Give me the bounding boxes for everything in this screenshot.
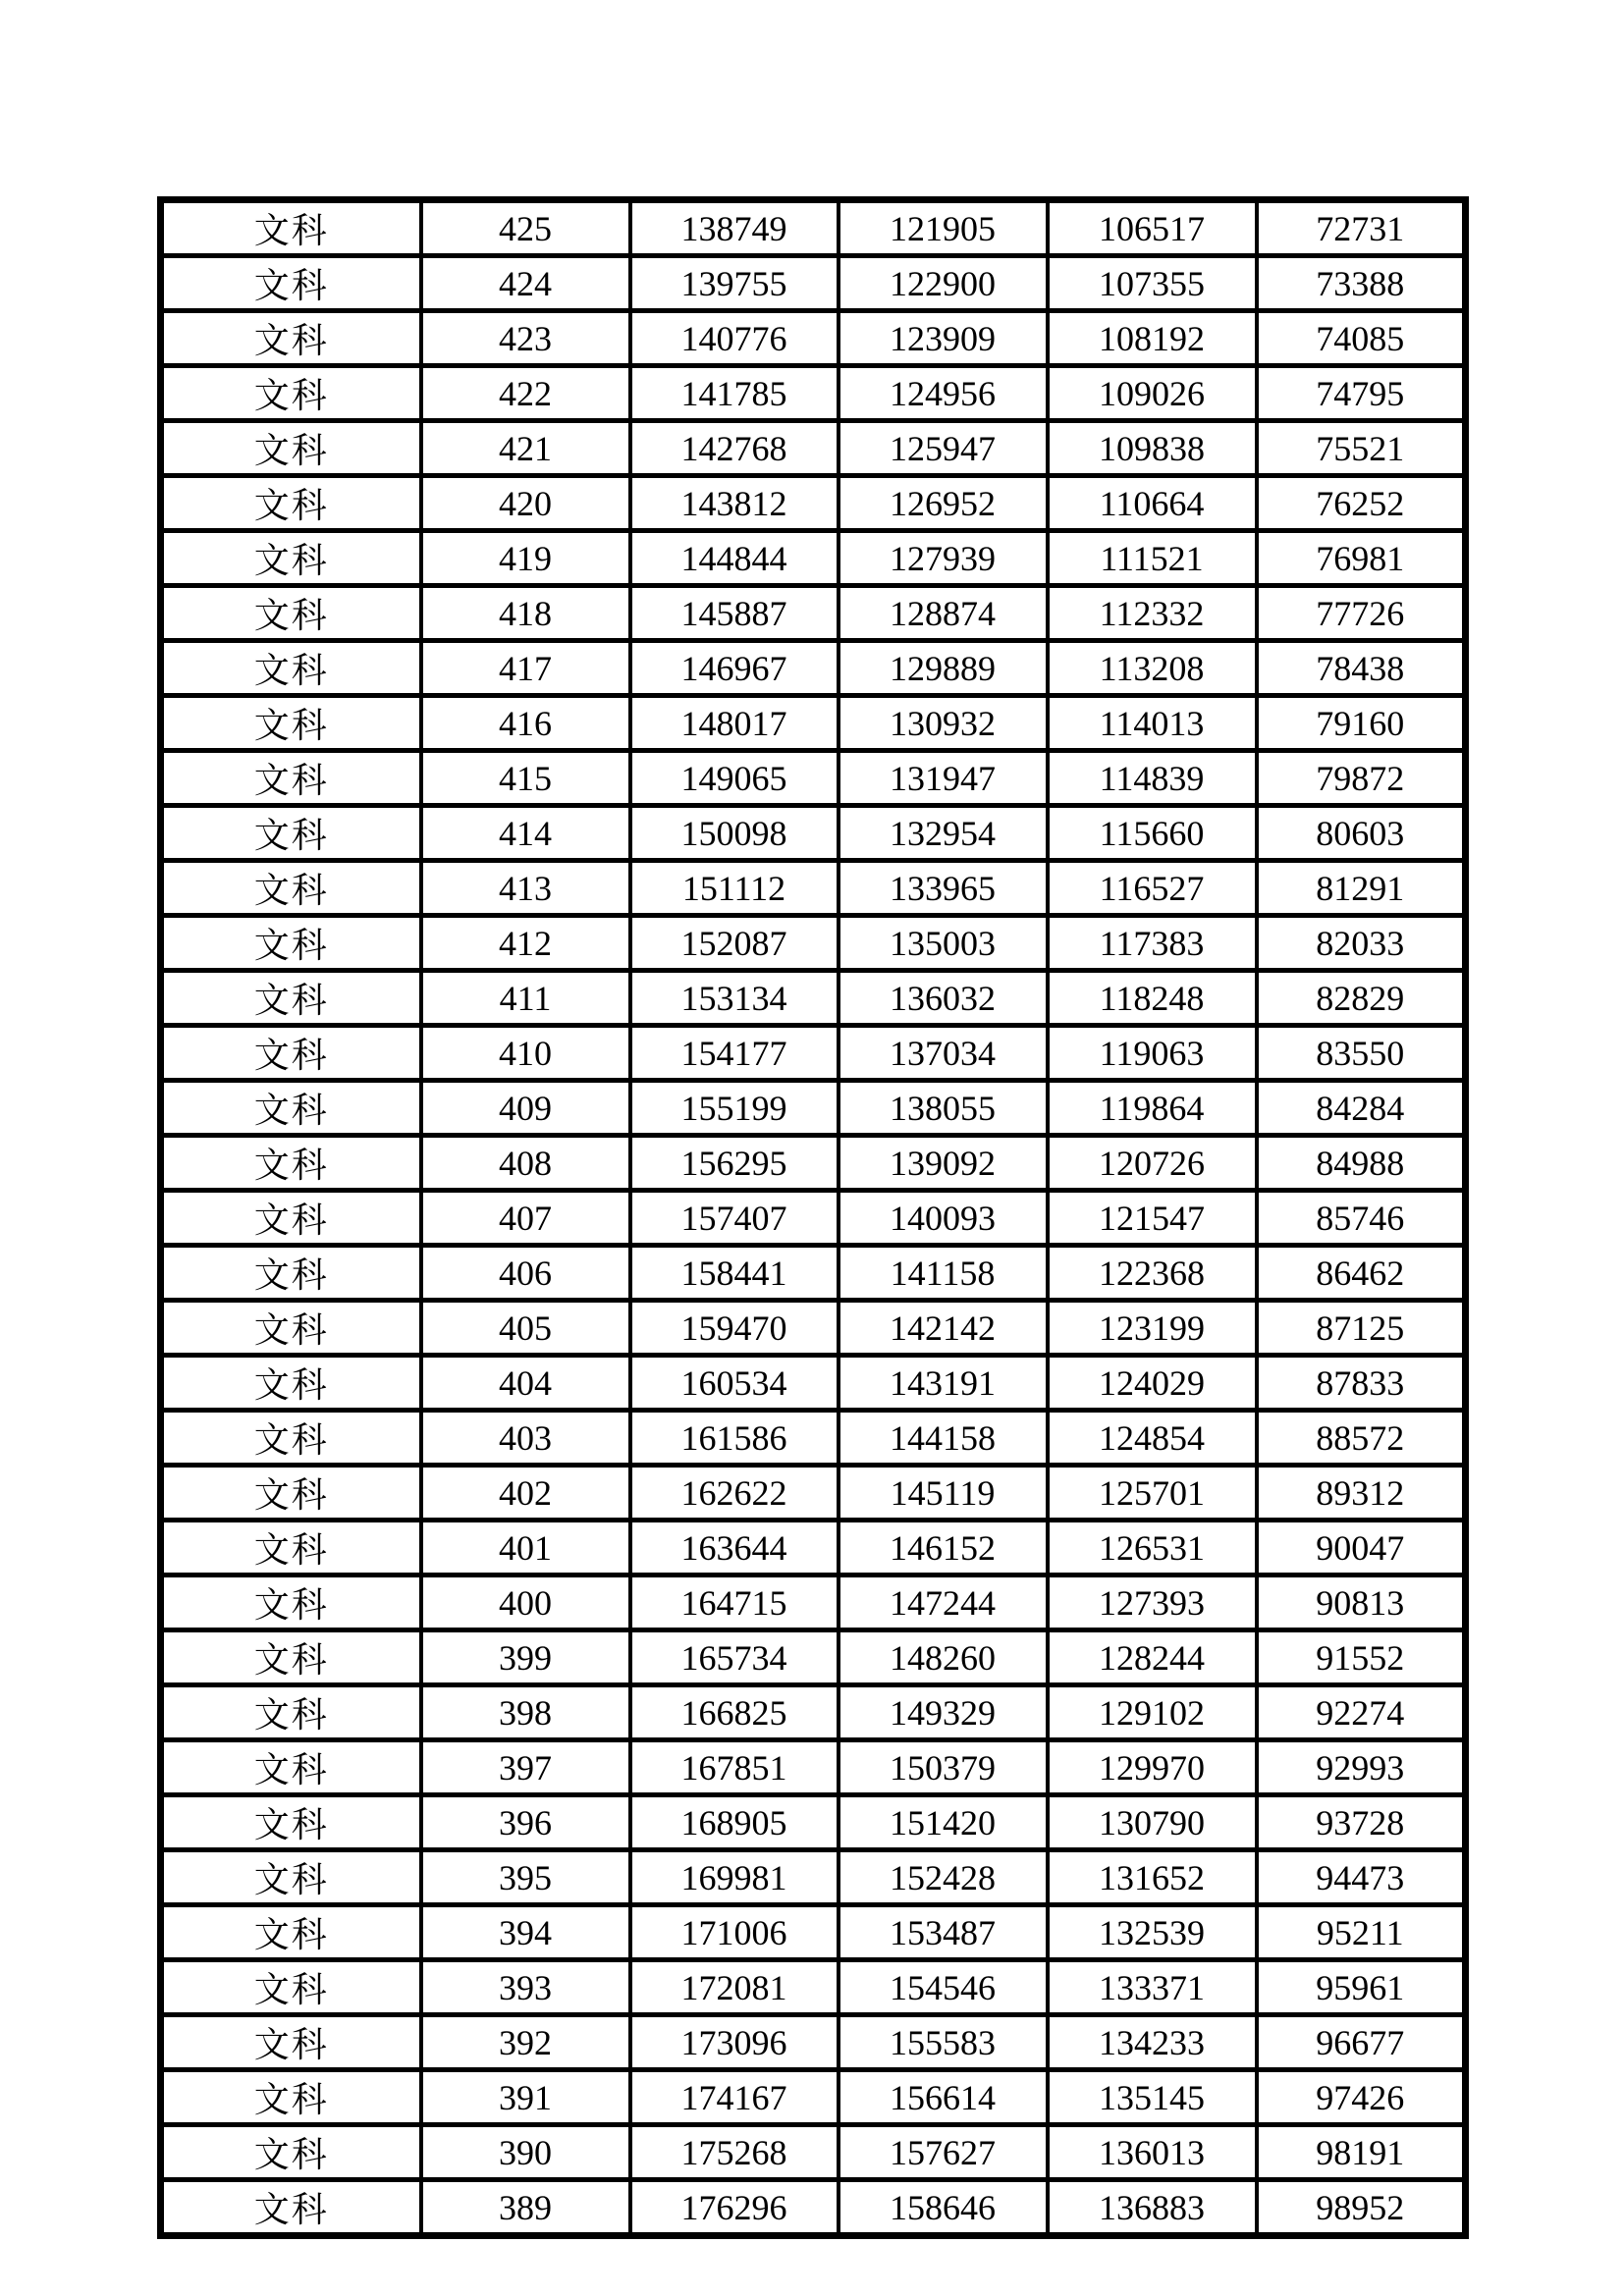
- value-1-cell: 152087: [630, 916, 839, 971]
- value-1-cell: 157407: [630, 1191, 839, 1246]
- value-2-cell: 143191: [839, 1356, 1048, 1411]
- value-2-cell: 146152: [839, 1521, 1048, 1575]
- value-3-cell: 130790: [1048, 1795, 1257, 1850]
- table-row: [161, 1301, 1466, 1356]
- score-cell: 403: [421, 1411, 630, 1466]
- value-1-cell: 144844: [630, 531, 839, 586]
- table-row: [161, 366, 1466, 421]
- category-cell: 文科: [161, 1136, 421, 1191]
- category-cell: 文科: [161, 641, 421, 696]
- score-cell: 416: [421, 696, 630, 751]
- table-row: [161, 1905, 1466, 1960]
- value-4-cell: 82829: [1257, 971, 1466, 1026]
- value-3-cell: 122368: [1048, 1246, 1257, 1301]
- category-cell: 文科: [161, 1081, 421, 1136]
- value-3-cell: 129102: [1048, 1685, 1257, 1740]
- score-cell: 389: [421, 2180, 630, 2236]
- value-2-cell: 136032: [839, 971, 1048, 1026]
- table-row: [161, 1795, 1466, 1850]
- value-3-cell: 117383: [1048, 916, 1257, 971]
- value-1-cell: 143812: [630, 476, 839, 531]
- value-1-cell: 153134: [630, 971, 839, 1026]
- value-2-cell: 131947: [839, 751, 1048, 806]
- value-2-cell: 158646: [839, 2180, 1048, 2236]
- table-row: [161, 2070, 1466, 2125]
- value-1-cell: 158441: [630, 1246, 839, 1301]
- value-1-cell: 167851: [630, 1740, 839, 1795]
- value-1-cell: 176296: [630, 2180, 839, 2236]
- value-1-cell: 146967: [630, 641, 839, 696]
- table-row: [161, 256, 1466, 311]
- value-2-cell: 135003: [839, 916, 1048, 971]
- value-2-cell: 147244: [839, 1575, 1048, 1630]
- value-4-cell: 86462: [1257, 1246, 1466, 1301]
- value-3-cell: 123199: [1048, 1301, 1257, 1356]
- value-1-cell: 173096: [630, 2015, 839, 2070]
- value-3-cell: 133371: [1048, 1960, 1257, 2015]
- score-cell: 418: [421, 586, 630, 641]
- value-2-cell: 156614: [839, 2070, 1048, 2125]
- value-4-cell: 85746: [1257, 1191, 1466, 1246]
- value-2-cell: 125947: [839, 421, 1048, 476]
- score-cell: 397: [421, 1740, 630, 1795]
- score-cell: 415: [421, 751, 630, 806]
- value-1-cell: 164715: [630, 1575, 839, 1630]
- value-2-cell: 142142: [839, 1301, 1048, 1356]
- category-cell: 文科: [161, 2125, 421, 2180]
- category-cell: 文科: [161, 531, 421, 586]
- value-3-cell: 136883: [1048, 2180, 1257, 2236]
- value-2-cell: 123909: [839, 311, 1048, 366]
- score-cell: 424: [421, 256, 630, 311]
- category-cell: 文科: [161, 1026, 421, 1081]
- value-4-cell: 84988: [1257, 1136, 1466, 1191]
- value-4-cell: 81291: [1257, 861, 1466, 916]
- value-2-cell: 121905: [839, 200, 1048, 256]
- category-cell: 文科: [161, 1246, 421, 1301]
- value-1-cell: 156295: [630, 1136, 839, 1191]
- value-4-cell: 93728: [1257, 1795, 1466, 1850]
- table-row: [161, 1246, 1466, 1301]
- score-cell: 421: [421, 421, 630, 476]
- category-cell: 文科: [161, 256, 421, 311]
- table-row: [161, 200, 1466, 256]
- table-row: [161, 586, 1466, 641]
- value-4-cell: 91552: [1257, 1630, 1466, 1685]
- value-2-cell: 138055: [839, 1081, 1048, 1136]
- value-2-cell: 140093: [839, 1191, 1048, 1246]
- value-4-cell: 73388: [1257, 256, 1466, 311]
- value-2-cell: 137034: [839, 1026, 1048, 1081]
- score-cell: 401: [421, 1521, 630, 1575]
- table-row: [161, 1521, 1466, 1575]
- category-cell: 文科: [161, 1411, 421, 1466]
- value-2-cell: 129889: [839, 641, 1048, 696]
- value-4-cell: 76981: [1257, 531, 1466, 586]
- value-3-cell: 124029: [1048, 1356, 1257, 1411]
- value-3-cell: 119063: [1048, 1026, 1257, 1081]
- value-2-cell: 152428: [839, 1850, 1048, 1905]
- score-cell: 414: [421, 806, 630, 861]
- table-row: [161, 1575, 1466, 1630]
- category-cell: 文科: [161, 751, 421, 806]
- score-cell: 392: [421, 2015, 630, 2070]
- value-4-cell: 79872: [1257, 751, 1466, 806]
- score-cell: 422: [421, 366, 630, 421]
- score-cell: 404: [421, 1356, 630, 1411]
- value-1-cell: 169981: [630, 1850, 839, 1905]
- category-cell: 文科: [161, 1795, 421, 1850]
- score-cell: 391: [421, 2070, 630, 2125]
- table-row: [161, 2180, 1466, 2236]
- score-cell: 412: [421, 916, 630, 971]
- value-1-cell: 159470: [630, 1301, 839, 1356]
- table-row: [161, 696, 1466, 751]
- category-cell: 文科: [161, 861, 421, 916]
- value-1-cell: 141785: [630, 366, 839, 421]
- value-4-cell: 89312: [1257, 1466, 1466, 1521]
- category-cell: 文科: [161, 1466, 421, 1521]
- score-cell: 423: [421, 311, 630, 366]
- score-cell: 390: [421, 2125, 630, 2180]
- value-2-cell: 139092: [839, 1136, 1048, 1191]
- score-cell: 402: [421, 1466, 630, 1521]
- value-4-cell: 79160: [1257, 696, 1466, 751]
- value-1-cell: 154177: [630, 1026, 839, 1081]
- table-row: [161, 1081, 1466, 1136]
- table-row: [161, 1411, 1466, 1466]
- value-4-cell: 76252: [1257, 476, 1466, 531]
- category-cell: 文科: [161, 1960, 421, 2015]
- category-cell: 文科: [161, 1850, 421, 1905]
- category-cell: 文科: [161, 696, 421, 751]
- table-row: [161, 1136, 1466, 1191]
- category-cell: 文科: [161, 366, 421, 421]
- value-1-cell: 138749: [630, 200, 839, 256]
- value-4-cell: 87833: [1257, 1356, 1466, 1411]
- value-1-cell: 140776: [630, 311, 839, 366]
- value-4-cell: 84284: [1257, 1081, 1466, 1136]
- value-3-cell: 119864: [1048, 1081, 1257, 1136]
- value-4-cell: 98952: [1257, 2180, 1466, 2236]
- table-row: [161, 2125, 1466, 2180]
- category-cell: 文科: [161, 971, 421, 1026]
- value-3-cell: 113208: [1048, 641, 1257, 696]
- category-cell: 文科: [161, 476, 421, 531]
- category-cell: 文科: [161, 1905, 421, 1960]
- value-3-cell: 109838: [1048, 421, 1257, 476]
- table-row: [161, 1356, 1466, 1411]
- table-row: [161, 971, 1466, 1026]
- value-3-cell: 110664: [1048, 476, 1257, 531]
- score-cell: 409: [421, 1081, 630, 1136]
- value-2-cell: 148260: [839, 1630, 1048, 1685]
- score-cell: 417: [421, 641, 630, 696]
- table-row: [161, 751, 1466, 806]
- table-row: [161, 1850, 1466, 1905]
- value-1-cell: 175268: [630, 2125, 839, 2180]
- score-cell: 413: [421, 861, 630, 916]
- value-2-cell: 128874: [839, 586, 1048, 641]
- table-row: [161, 421, 1466, 476]
- value-4-cell: 72731: [1257, 200, 1466, 256]
- score-cell: 410: [421, 1026, 630, 1081]
- value-1-cell: 161586: [630, 1411, 839, 1466]
- value-1-cell: 168905: [630, 1795, 839, 1850]
- value-1-cell: 155199: [630, 1081, 839, 1136]
- table-row: [161, 916, 1466, 971]
- value-3-cell: 131652: [1048, 1850, 1257, 1905]
- value-2-cell: 144158: [839, 1411, 1048, 1466]
- value-4-cell: 98191: [1257, 2125, 1466, 2180]
- value-4-cell: 96677: [1257, 2015, 1466, 2070]
- value-1-cell: 171006: [630, 1905, 839, 1960]
- value-3-cell: 106517: [1048, 200, 1257, 256]
- value-3-cell: 136013: [1048, 2125, 1257, 2180]
- value-1-cell: 150098: [630, 806, 839, 861]
- value-4-cell: 97426: [1257, 2070, 1466, 2125]
- value-3-cell: 121547: [1048, 1191, 1257, 1246]
- score-cell: 420: [421, 476, 630, 531]
- category-cell: 文科: [161, 200, 421, 256]
- value-2-cell: 141158: [839, 1246, 1048, 1301]
- value-1-cell: 163644: [630, 1521, 839, 1575]
- score-cell: 395: [421, 1850, 630, 1905]
- value-2-cell: 122900: [839, 256, 1048, 311]
- score-cell: 400: [421, 1575, 630, 1630]
- table-row: [161, 311, 1466, 366]
- value-1-cell: 165734: [630, 1630, 839, 1685]
- table-row: [161, 1191, 1466, 1246]
- value-2-cell: 149329: [839, 1685, 1048, 1740]
- value-3-cell: 107355: [1048, 256, 1257, 311]
- category-cell: 文科: [161, 2070, 421, 2125]
- category-cell: 文科: [161, 1630, 421, 1685]
- value-1-cell: 145887: [630, 586, 839, 641]
- category-cell: 文科: [161, 1740, 421, 1795]
- value-4-cell: 74085: [1257, 311, 1466, 366]
- category-cell: 文科: [161, 421, 421, 476]
- value-2-cell: 145119: [839, 1466, 1048, 1521]
- score-cell: 406: [421, 1246, 630, 1301]
- value-2-cell: 126952: [839, 476, 1048, 531]
- score-cell: 405: [421, 1301, 630, 1356]
- score-cell: 408: [421, 1136, 630, 1191]
- value-3-cell: 112332: [1048, 586, 1257, 641]
- value-3-cell: 126531: [1048, 1521, 1257, 1575]
- value-4-cell: 78438: [1257, 641, 1466, 696]
- value-2-cell: 133965: [839, 861, 1048, 916]
- table-row: [161, 1466, 1466, 1521]
- value-3-cell: 135145: [1048, 2070, 1257, 2125]
- value-3-cell: 132539: [1048, 1905, 1257, 1960]
- score-cell: 419: [421, 531, 630, 586]
- value-2-cell: 130932: [839, 696, 1048, 751]
- value-1-cell: 149065: [630, 751, 839, 806]
- value-4-cell: 95211: [1257, 1905, 1466, 1960]
- table-row: [161, 1685, 1466, 1740]
- category-cell: 文科: [161, 1685, 421, 1740]
- value-4-cell: 74795: [1257, 366, 1466, 421]
- value-2-cell: 132954: [839, 806, 1048, 861]
- category-cell: 文科: [161, 311, 421, 366]
- table-row: [161, 1630, 1466, 1685]
- value-2-cell: 127939: [839, 531, 1048, 586]
- value-2-cell: 150379: [839, 1740, 1048, 1795]
- score-cell: 394: [421, 1905, 630, 1960]
- value-4-cell: 92993: [1257, 1740, 1466, 1795]
- value-3-cell: 125701: [1048, 1466, 1257, 1521]
- value-4-cell: 90047: [1257, 1521, 1466, 1575]
- table-body: [161, 200, 1466, 2236]
- value-2-cell: 154546: [839, 1960, 1048, 2015]
- value-3-cell: 120726: [1048, 1136, 1257, 1191]
- category-cell: 文科: [161, 1356, 421, 1411]
- category-cell: 文科: [161, 806, 421, 861]
- value-3-cell: 124854: [1048, 1411, 1257, 1466]
- value-3-cell: 129970: [1048, 1740, 1257, 1795]
- category-cell: 文科: [161, 1191, 421, 1246]
- table-row: [161, 861, 1466, 916]
- table-row: [161, 1960, 1466, 2015]
- value-2-cell: 151420: [839, 1795, 1048, 1850]
- category-cell: 文科: [161, 2180, 421, 2236]
- value-3-cell: 114013: [1048, 696, 1257, 751]
- category-cell: 文科: [161, 586, 421, 641]
- value-1-cell: 174167: [630, 2070, 839, 2125]
- value-3-cell: 115660: [1048, 806, 1257, 861]
- value-3-cell: 116527: [1048, 861, 1257, 916]
- table-row: [161, 1740, 1466, 1795]
- score-cell: 398: [421, 1685, 630, 1740]
- value-4-cell: 94473: [1257, 1850, 1466, 1905]
- value-2-cell: 155583: [839, 2015, 1048, 2070]
- score-cell: 407: [421, 1191, 630, 1246]
- value-1-cell: 166825: [630, 1685, 839, 1740]
- score-distribution-table: [157, 196, 1469, 2239]
- table-row: [161, 2015, 1466, 2070]
- value-1-cell: 160534: [630, 1356, 839, 1411]
- score-cell: 393: [421, 1960, 630, 2015]
- value-3-cell: 128244: [1048, 1630, 1257, 1685]
- value-3-cell: 114839: [1048, 751, 1257, 806]
- value-3-cell: 108192: [1048, 311, 1257, 366]
- value-3-cell: 118248: [1048, 971, 1257, 1026]
- value-4-cell: 92274: [1257, 1685, 1466, 1740]
- value-3-cell: 134233: [1048, 2015, 1257, 2070]
- value-4-cell: 90813: [1257, 1575, 1466, 1630]
- value-4-cell: 80603: [1257, 806, 1466, 861]
- value-1-cell: 142768: [630, 421, 839, 476]
- category-cell: 文科: [161, 916, 421, 971]
- value-4-cell: 83550: [1257, 1026, 1466, 1081]
- value-2-cell: 124956: [839, 366, 1048, 421]
- value-1-cell: 139755: [630, 256, 839, 311]
- value-3-cell: 109026: [1048, 366, 1257, 421]
- value-4-cell: 87125: [1257, 1301, 1466, 1356]
- category-cell: 文科: [161, 1301, 421, 1356]
- value-1-cell: 162622: [630, 1466, 839, 1521]
- value-4-cell: 95961: [1257, 1960, 1466, 2015]
- value-3-cell: 127393: [1048, 1575, 1257, 1630]
- table-row: [161, 806, 1466, 861]
- value-2-cell: 153487: [839, 1905, 1048, 1960]
- value-2-cell: 157627: [839, 2125, 1048, 2180]
- value-4-cell: 77726: [1257, 586, 1466, 641]
- score-cell: 399: [421, 1630, 630, 1685]
- category-cell: 文科: [161, 1521, 421, 1575]
- table-row: [161, 1026, 1466, 1081]
- table-row: [161, 531, 1466, 586]
- value-4-cell: 82033: [1257, 916, 1466, 971]
- table-row: [161, 641, 1466, 696]
- score-cell: 411: [421, 971, 630, 1026]
- category-cell: 文科: [161, 1575, 421, 1630]
- value-3-cell: 111521: [1048, 531, 1257, 586]
- table-row: [161, 476, 1466, 531]
- value-1-cell: 148017: [630, 696, 839, 751]
- category-cell: 文科: [161, 2015, 421, 2070]
- score-cell: 396: [421, 1795, 630, 1850]
- score-cell: 425: [421, 200, 630, 256]
- value-1-cell: 172081: [630, 1960, 839, 2015]
- value-4-cell: 88572: [1257, 1411, 1466, 1466]
- value-4-cell: 75521: [1257, 421, 1466, 476]
- value-1-cell: 151112: [630, 861, 839, 916]
